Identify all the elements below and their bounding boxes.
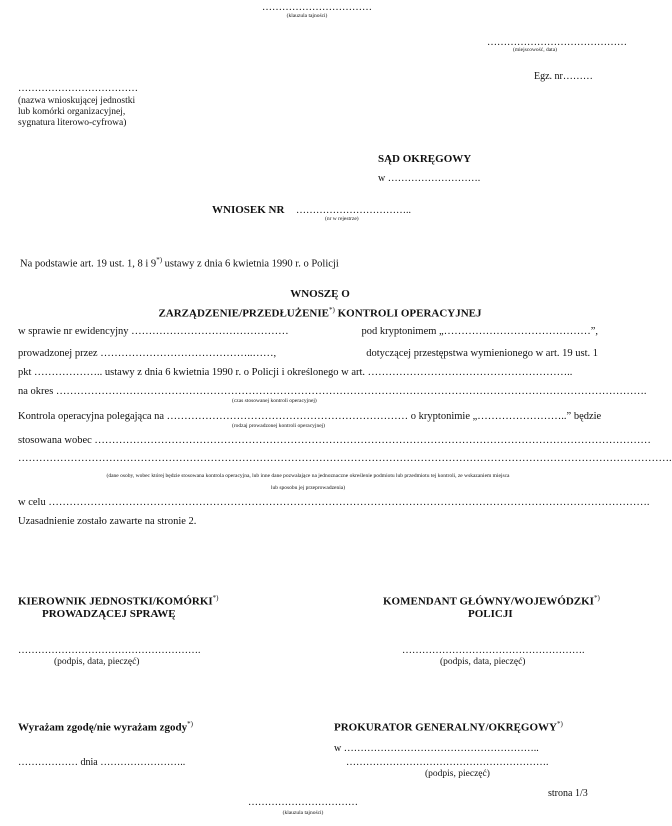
place-date-label: (miejscowość, data) — [513, 47, 557, 53]
request-title: WNIOSEK NR — [212, 204, 285, 216]
request-dots: …………………………….. — [296, 205, 411, 216]
footnote-marker: *) — [212, 594, 219, 602]
page-number: strona 1/3 — [548, 788, 588, 799]
heading-line-1: WNOSZĘ O — [290, 288, 350, 300]
sig-right-label: (podpis, data, pieczęć) — [440, 657, 526, 667]
consent-title: Wyrażam zgodę/nie wyrażam zgody*) — [18, 720, 193, 734]
copy-number: Egz. nr……… — [534, 71, 593, 82]
applicant-dots: ……………………………… — [18, 83, 138, 94]
subject-sub-2: lub sposobu jej przeprowadzenia) — [270, 485, 346, 491]
prosecutor-title: PROKURATOR GENERALNY/OKRĘGOWY*) — [334, 720, 563, 734]
prosecutor-in-line: w ………………………………………………….. — [334, 743, 539, 754]
sig-left-label: (podpis, data, pieczęć) — [54, 657, 140, 667]
court-title: SĄD OKRĘGOWY — [378, 153, 472, 165]
court-in-line: w ………………………. — [378, 173, 481, 184]
body-line-2-right: dotyczącej przestępstwa wymienionego w art. 19 ust. 1 — [366, 348, 598, 359]
top-clause-label: (klauzula tajności) — [286, 13, 328, 19]
footnote-marker: *) — [593, 594, 600, 602]
period-sub: (czas stosowanej kontroli operacyjnej) — [232, 398, 317, 404]
footnote-marker: *) — [556, 720, 563, 728]
body-line-1-right: pod kryptonimem „……………………………………”, — [361, 326, 598, 337]
subject-sub-1: (dane osoby, wobec której będzie stosowana kontrola operacyjna, lub inne dane pozwalające na jednoznaczne określenie podmiotu lub przedmiotu tej kontroli, ze wskazaniem miejsca — [106, 473, 510, 479]
footnote-marker: *) — [187, 720, 193, 728]
top-clause-dots: …………………………… — [262, 2, 372, 13]
body-line-7: ……………………………………………………………………………………………………………………………………………………………………. — [18, 453, 672, 464]
applicant-line-1: (nazwa wnioskującej jednostki — [18, 96, 136, 106]
body-line-4: na okres ……………………………………………………………………………………………………………………………………………………. — [18, 386, 647, 397]
control-type-sub: (rodzaj prowadzonej kontroli operacyjnej) — [232, 423, 326, 429]
sig-right-title-1: KOMENDANT GŁÓWNY/WOJEWÓDZKI*) — [383, 594, 600, 608]
heading-line-2: ZARZĄDZENIE/PRZEDŁUŻENIE*) KONTROLI OPERACYJNEJ — [158, 306, 482, 320]
sig-right-dots: ………………………………………………. — [402, 645, 585, 656]
applicant-line-3: sygnatura literowo-cyfrowa) — [18, 118, 127, 128]
sig-left-dots: ………………………………………………. — [18, 645, 201, 656]
request-sub: (nr w rejestrze) — [325, 216, 359, 222]
sig-left-title-1: KIEROWNIK JEDNOSTKI/KOMÓRKI*) — [18, 594, 219, 608]
body-line-1 — [18, 326, 598, 337]
sig-left-title-2: PROWADZĄCEJ SPRAWĘ — [42, 608, 176, 620]
footnote-marker: *) — [329, 306, 335, 314]
legal-basis: Na podstawie art. 19 ust. 1, 8 i 9*) ustawy z dnia 6 kwietnia 1990 r. o Policji — [20, 256, 339, 270]
place-date-dots: …………………………………… — [487, 37, 627, 48]
body-line-2-left: prowadzonej przez ……………………………………..……, — [18, 348, 277, 359]
body-line-6: stosowana wobec …………………………………………………………………………………………………………………………………………… — [18, 435, 651, 446]
justification-note: Uzasadnienie zostało zawarte na stronie 2. — [18, 516, 197, 527]
footnote-marker: *) — [156, 256, 163, 264]
prosecutor-label: (podpis, pieczęć) — [425, 769, 490, 779]
body-line-2 — [18, 348, 598, 359]
bottom-clause-label: (klauzula tajności) — [282, 810, 324, 816]
consent-date-line: ……………… dnia …………………….. — [18, 757, 186, 768]
body-line-5: Kontrola operacyjna polegająca na …………………………………………………………… o kryptonimie „……………………..” będzie — [18, 411, 602, 422]
sig-right-title-2: POLICJI — [468, 608, 513, 620]
body-line-3: pkt ……………….. ustawy z dnia 6 kwietnia 1990 r. o Policji i określonego w art. ………………………………………………….. — [18, 367, 573, 378]
bottom-clause-dots: …………………………… — [248, 797, 358, 808]
prosecutor-dots: ……………………………………………………. — [346, 757, 549, 768]
applicant-line-2: lub komórki organizacyjnej, — [18, 107, 126, 117]
body-line-8: w celu ………………………………………………………………………………………………………………………………………………………. — [18, 497, 650, 508]
body-line-1-left: w sprawie nr ewidencyjny ……………………………………… — [18, 326, 289, 337]
